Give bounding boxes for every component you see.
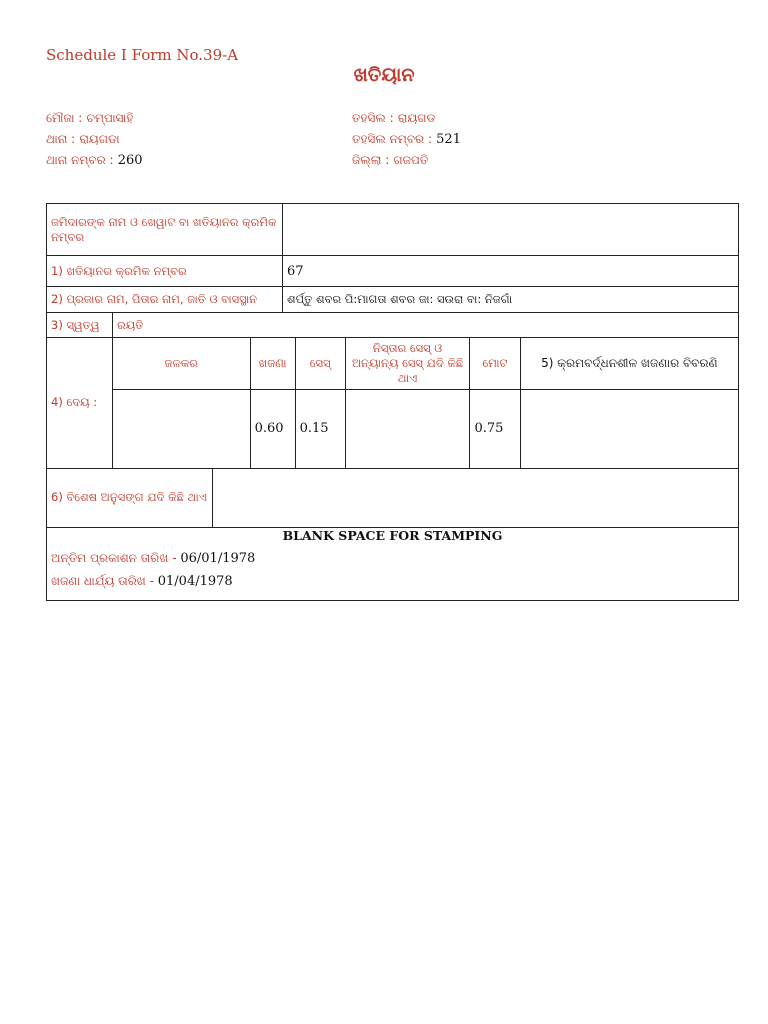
form-number: Schedule I Form No.39-A <box>46 46 239 64</box>
dues-value-nistar <box>345 390 470 468</box>
meta-thana <box>46 129 143 150</box>
meta-mouza <box>46 108 143 129</box>
stamp-cell <box>47 527 739 600</box>
rent-fixation-date: 01/04/1978 <box>157 573 233 589</box>
meta-label: ତହସିଲ : <box>352 111 394 125</box>
special-label: 6) ବିଶେଷ ଅନୁସଙ୍ଗ ଯଦି କିଛି ଥାଏ <box>47 468 213 527</box>
meta-tahasil <box>352 108 461 129</box>
rent-fixation-label: ଖଜଣା ଧାର୍ଯ୍ୟ ତାରିଖ - <box>51 573 154 588</box>
meta-label: ଥାନା : <box>46 132 76 146</box>
special-value <box>213 468 739 527</box>
meta-value: ଗଜପତି <box>393 153 429 167</box>
meta-value: ଚମ୍ପାସାହି <box>86 111 134 125</box>
meta-left <box>46 108 143 171</box>
table-row-zamindar <box>47 204 739 256</box>
document-title: ଖତିୟାନ <box>353 64 415 86</box>
meta-district <box>352 150 461 171</box>
table-row-khatiyan-number <box>47 256 739 287</box>
dues-value-cess: 0.15 <box>295 390 345 468</box>
zamindar-value <box>283 204 739 256</box>
dues-header-nistar: ନିସ୍ତାର ସେସ୍ ଓ ଅନ୍ୟାନ୍ୟ ସେସ୍ ଯଦି କିଛି ଥାଏ <box>345 338 470 390</box>
dues-cell <box>113 338 739 469</box>
stamp-title: BLANK SPACE FOR STAMPING <box>282 527 503 543</box>
meta-label: ଥାନା ନମ୍ବର : <box>46 153 114 167</box>
table-row-right <box>47 313 739 338</box>
zamindar-label: ଜମିଦାରଙ୍କ ନାମ ଓ ଖେୱାଟ ବା ଖତିୟାନର କ୍ରମିକ ନମ୍ବର <box>47 204 283 256</box>
meta-value: 260 <box>117 153 143 168</box>
dues-subtable <box>113 338 738 468</box>
meta-label: ଜିଲ୍ଲା : <box>352 153 390 167</box>
tenant-value: ଶର୍ପ୍ତୁ ଶବର ପି:ମାଗତା ଶବର ଜା: ସଉରା ବା: ନିଜଗାଁ <box>283 287 739 313</box>
meta-thana-number <box>46 150 143 171</box>
table-row-dues <box>47 338 739 469</box>
khatiyan-table <box>46 203 739 601</box>
dues-header-row <box>113 338 738 390</box>
final-publication-line <box>51 551 734 566</box>
tenant-label: 2) ପ୍ରଜାର ନାମ, ପିତାର ନାମ, ଜାତି ଓ ବାସସ୍ଥାନ <box>47 287 283 313</box>
khatiyan-number-label: 1) ଖତିୟାନର କ୍ରମିକ ନମ୍ବର <box>47 256 283 287</box>
dues-value-khajana: 0.60 <box>250 390 295 468</box>
meta-label: ତହସିଲ ନମ୍ବର : <box>352 132 433 146</box>
meta-value: 521 <box>436 132 461 147</box>
khatiyan-number-value: 67 <box>283 256 739 287</box>
dues-value-row <box>113 390 738 468</box>
table-row-tenant <box>47 287 739 313</box>
meta-label: ମୌଜା : <box>46 111 83 125</box>
dues-header-khajana: ଖଜଣା <box>250 338 295 390</box>
meta-value: ରାୟଗଡ <box>397 111 436 125</box>
dues-value-jalkar <box>113 390 250 468</box>
dues-header-progressive: 5) କ୍ରମବର୍ଦ୍ଧନଶୀଳ ଖଜଣାର ବିବରଣି <box>520 338 738 390</box>
meta-right <box>352 108 461 171</box>
right-label: 3) ସ୍ୱତ୍ୱ <box>47 313 113 338</box>
dues-header-jalkar: ଜଳକର <box>164 356 199 370</box>
meta-value: ରାୟଗଡା <box>79 132 120 146</box>
meta-tahasil-number <box>352 129 461 150</box>
final-publication-date: 06/01/1978 <box>180 550 256 566</box>
dues-header-total: ମୋଟ <box>470 338 520 390</box>
dues-value-total: 0.75 <box>470 390 520 468</box>
dues-label: 4) ଦେୟ : <box>47 338 113 469</box>
table-row-special <box>47 468 739 527</box>
table-row-stamp <box>47 527 739 600</box>
final-publication-label: ଅନ୍ତିମ ପ୍ରକାଶନ ତାରିଖ - <box>51 550 177 565</box>
right-value: ରୟତି <box>113 313 739 338</box>
dues-header-cess: ସେସ୍ <box>295 338 345 390</box>
dues-value-progressive <box>520 390 738 468</box>
rent-fixation-line <box>51 574 734 589</box>
